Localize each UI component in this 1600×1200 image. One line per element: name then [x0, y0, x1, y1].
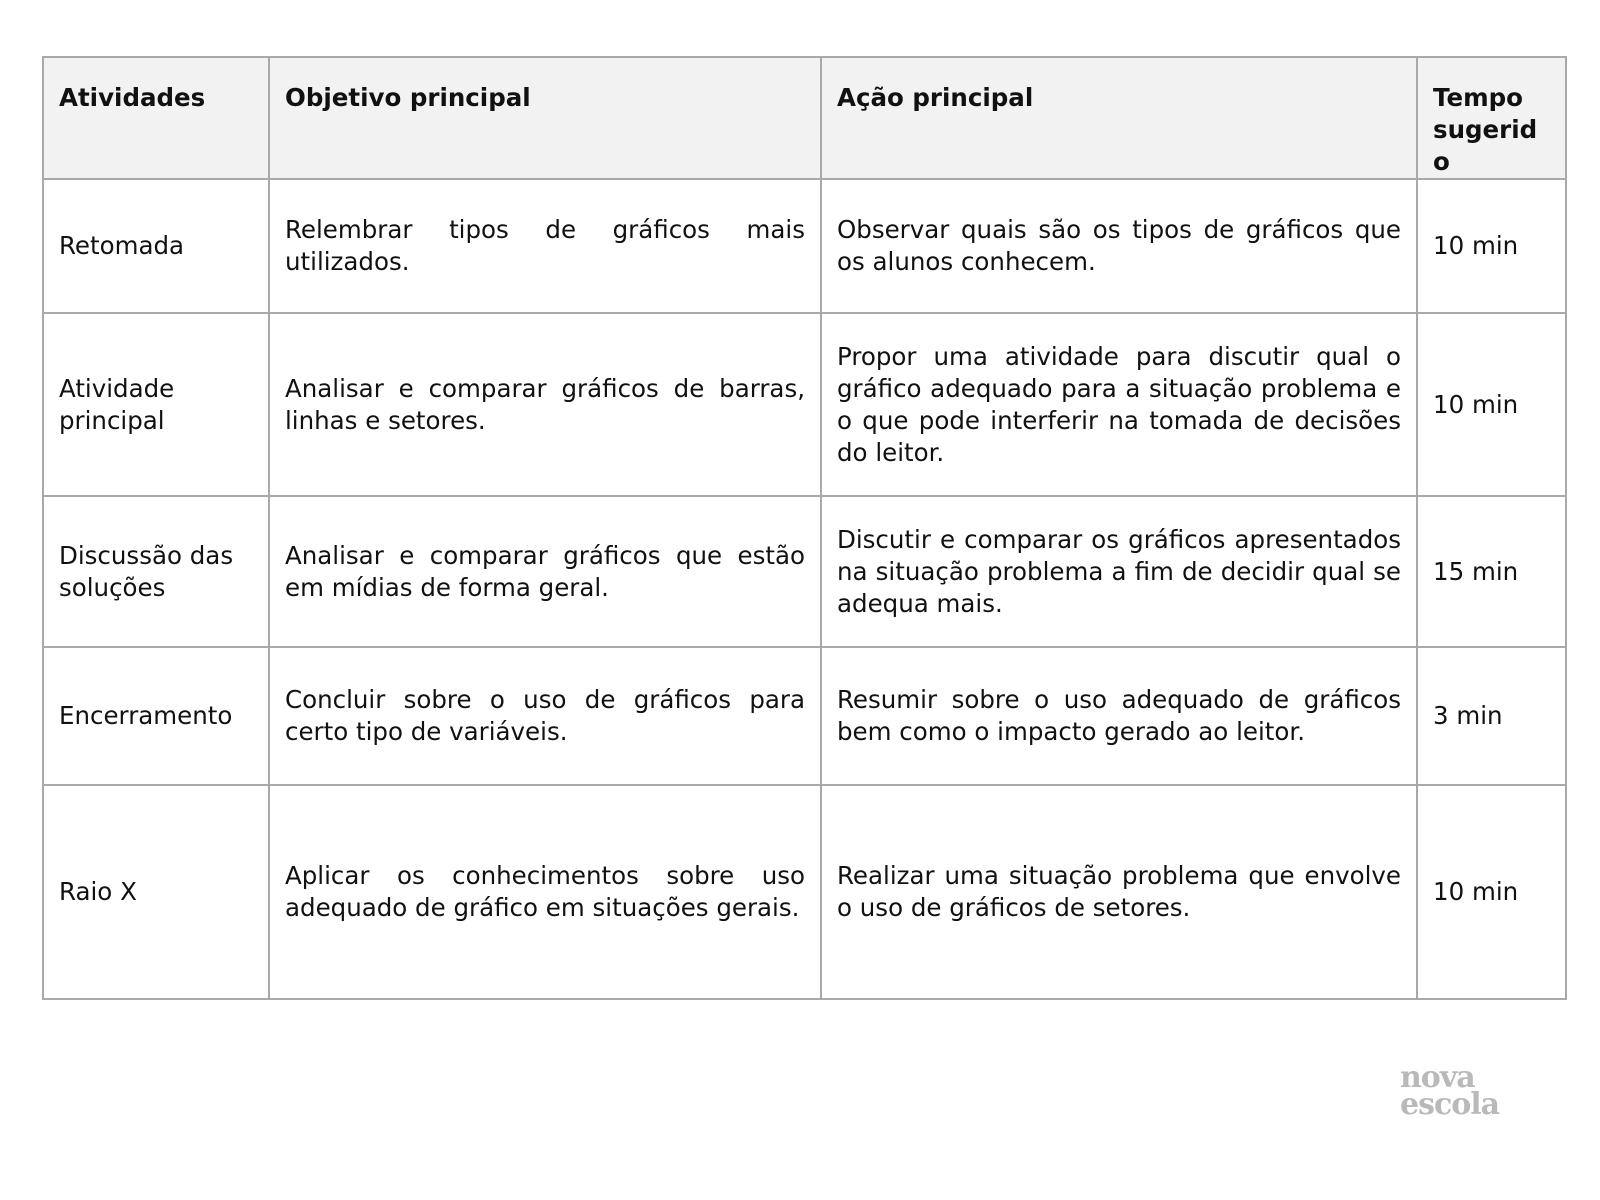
- header-main-action: Ação principal: [821, 57, 1417, 179]
- time-cell: 15 min: [1417, 496, 1566, 647]
- action-cell: Observar quais são os tipos de gráficos que os alunos conhecem.: [821, 179, 1417, 313]
- action-cell: Propor uma atividade para discutir qual o gráfico adequado para a situação problema e o que pode interferir na tomada de decisões do leitor.: [821, 313, 1417, 496]
- table-row: [43, 313, 1566, 496]
- table-row: [43, 179, 1566, 313]
- objective-cell: Concluir sobre o uso de gráficos para certo tipo de variáveis.: [269, 647, 821, 785]
- activity-cell: Atividade principal: [43, 313, 269, 496]
- activity-cell: Retomada: [43, 179, 269, 313]
- activity-cell: Raio X: [43, 785, 269, 999]
- logo-line-escola: escola: [1400, 1087, 1500, 1122]
- time-cell: 3 min: [1417, 647, 1566, 785]
- action-cell: Discutir e comparar os gráficos apresentados na situação problema a fim de decidir qual se adequa mais.: [821, 496, 1417, 647]
- objective-cell: Analisar e comparar gráficos de barras, linhas e setores.: [269, 313, 821, 496]
- logo-line-nova: nova: [1400, 1060, 1475, 1095]
- activity-cell: Encerramento: [43, 647, 269, 785]
- header-suggested-time: Tempo sugerido: [1417, 57, 1566, 179]
- table-row: [43, 647, 1566, 785]
- objective-cell: Aplicar os conhecimentos sobre uso adequado de gráfico em situações gerais.: [269, 785, 821, 999]
- header-main-objective: Objetivo principal: [269, 57, 821, 179]
- activity-cell: Discussão das soluções: [43, 496, 269, 647]
- table-row: [43, 785, 1566, 999]
- time-cell: 10 min: [1417, 785, 1566, 999]
- table-header-row: [43, 57, 1566, 179]
- objective-cell: Relembrar tipos de gráficos mais utilizados.: [269, 179, 821, 313]
- header-activities: Atividades: [43, 57, 269, 179]
- action-cell: Resumir sobre o uso adequado de gráficos bem como o impacto gerado ao leitor.: [821, 647, 1417, 785]
- nova-escola-logo: [1400, 1060, 1530, 1122]
- action-cell: Realizar uma situação problema que envolve o uso de gráficos de setores.: [821, 785, 1417, 999]
- table-row: [43, 496, 1566, 647]
- time-cell: 10 min: [1417, 179, 1566, 313]
- time-cell: 10 min: [1417, 313, 1566, 496]
- objective-cell: Analisar e comparar gráficos que estão em mídias de forma geral.: [269, 496, 821, 647]
- lesson-plan-table: [42, 56, 1567, 1000]
